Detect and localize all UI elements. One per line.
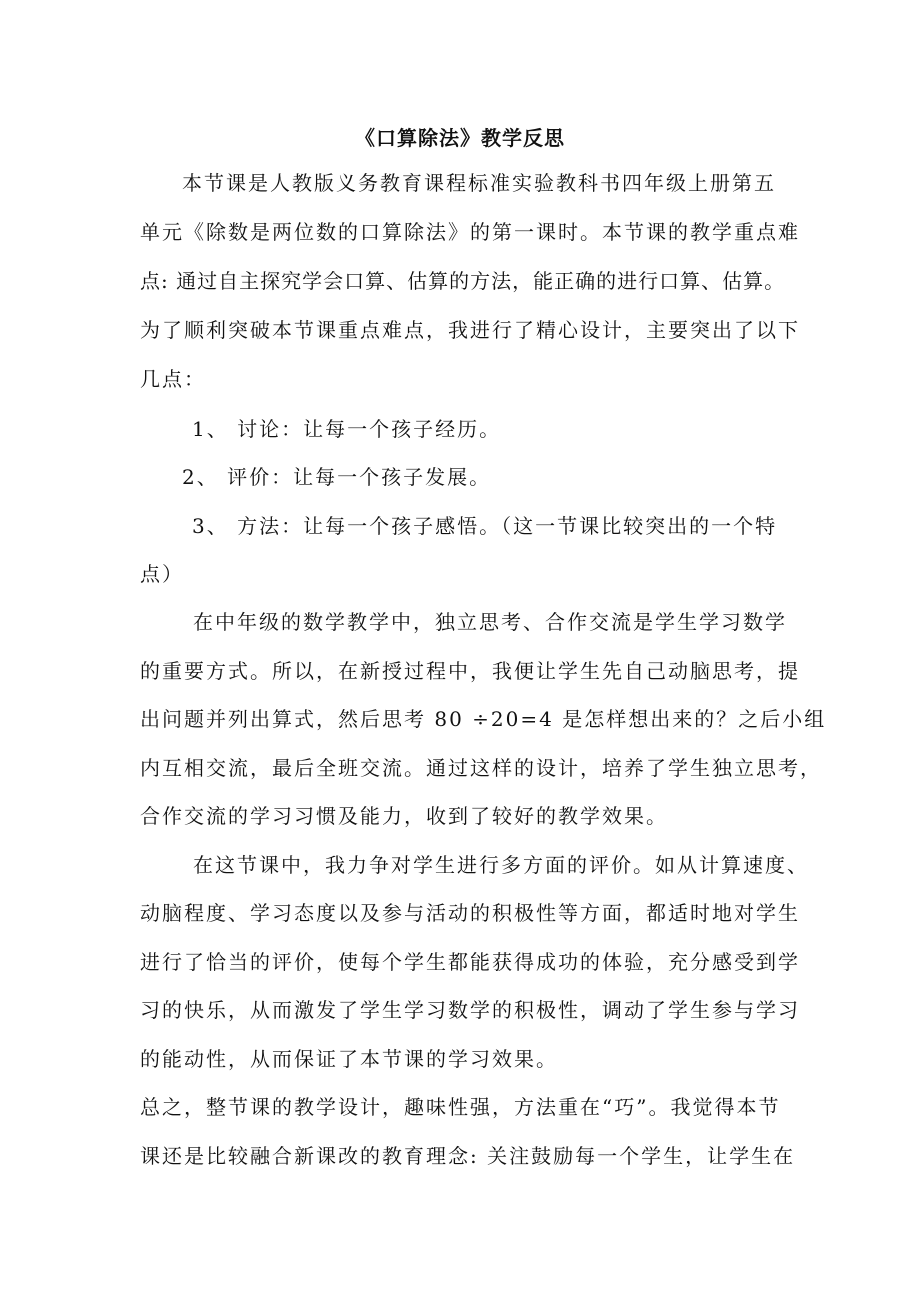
paragraph-line: 在这节课中，我力争对学生进行多方面的评价。如从计算速度、 xyxy=(193,853,809,877)
paragraph-line: 进行了恰当的评价，使每个学生都能获得成功的体验，充分感受到学 xyxy=(140,950,800,974)
document-title: 《口算除法》教学反思 xyxy=(355,126,565,150)
paragraph-line: 在中年级的数学教学中，独立思考、合作交流是学生学习数学 xyxy=(193,610,787,634)
list-item: 3、 方法：让每一个孩子感悟。（这一节课比较突出的一个特 xyxy=(192,514,778,538)
paragraph-line: 几点： xyxy=(140,367,206,391)
paragraph-line: 的重要方式。所以，在新授过程中，我便让学生先自己动脑思考，提 xyxy=(140,659,800,683)
paragraph-line: 总之，整节课的教学设计，趣味性强，方法重在“巧”。我觉得本节 xyxy=(140,1095,781,1119)
paragraph-line: 点） xyxy=(140,562,184,586)
paragraph-line: 点: 通过自主探究学会口算、估算的方法，能正确的进行口算、估算。 xyxy=(140,269,786,293)
paragraph-line: 本节课是人教版义务教育课程标准实验教科书四年级上册第五 xyxy=(182,171,776,195)
paragraph-line: 出问题并列出算式，然后思考 80 ÷20=4 是怎样想出来的？之后小组 xyxy=(140,707,827,731)
paragraph-line: 内互相交流，最后全班交流。通过这样的设计，培养了学生独立思考， xyxy=(140,756,822,780)
paragraph-line: 课还是比较融合新课改的教育理念: 关注鼓励每一个学生，让学生在 xyxy=(140,1144,796,1168)
list-item: 1、 讨论：让每一个孩子经历。 xyxy=(192,417,502,441)
paragraph-line: 单元《除数是两位数的口算除法》的第一课时。本节课的教学重点难 xyxy=(140,220,800,244)
paragraph-line: 习的快乐，从而激发了学生学习数学的积极性，调动了学生参与学习 xyxy=(140,998,800,1022)
paragraph-line: 动脑程度、学习态度以及参与活动的积极性等方面，都适时地对学生 xyxy=(140,901,800,925)
list-item: 2、 评价：让每一个孩子发展。 xyxy=(182,465,492,489)
paragraph-line: 合作交流的学习习惯及能力，收到了较好的教学效果。 xyxy=(140,804,668,828)
paragraph-line: 为了顺利突破本节课重点难点，我进行了精心设计，主要突出了以下 xyxy=(140,318,800,342)
paragraph-line: 的能动性，从而保证了本节课的学习效果。 xyxy=(140,1047,558,1071)
